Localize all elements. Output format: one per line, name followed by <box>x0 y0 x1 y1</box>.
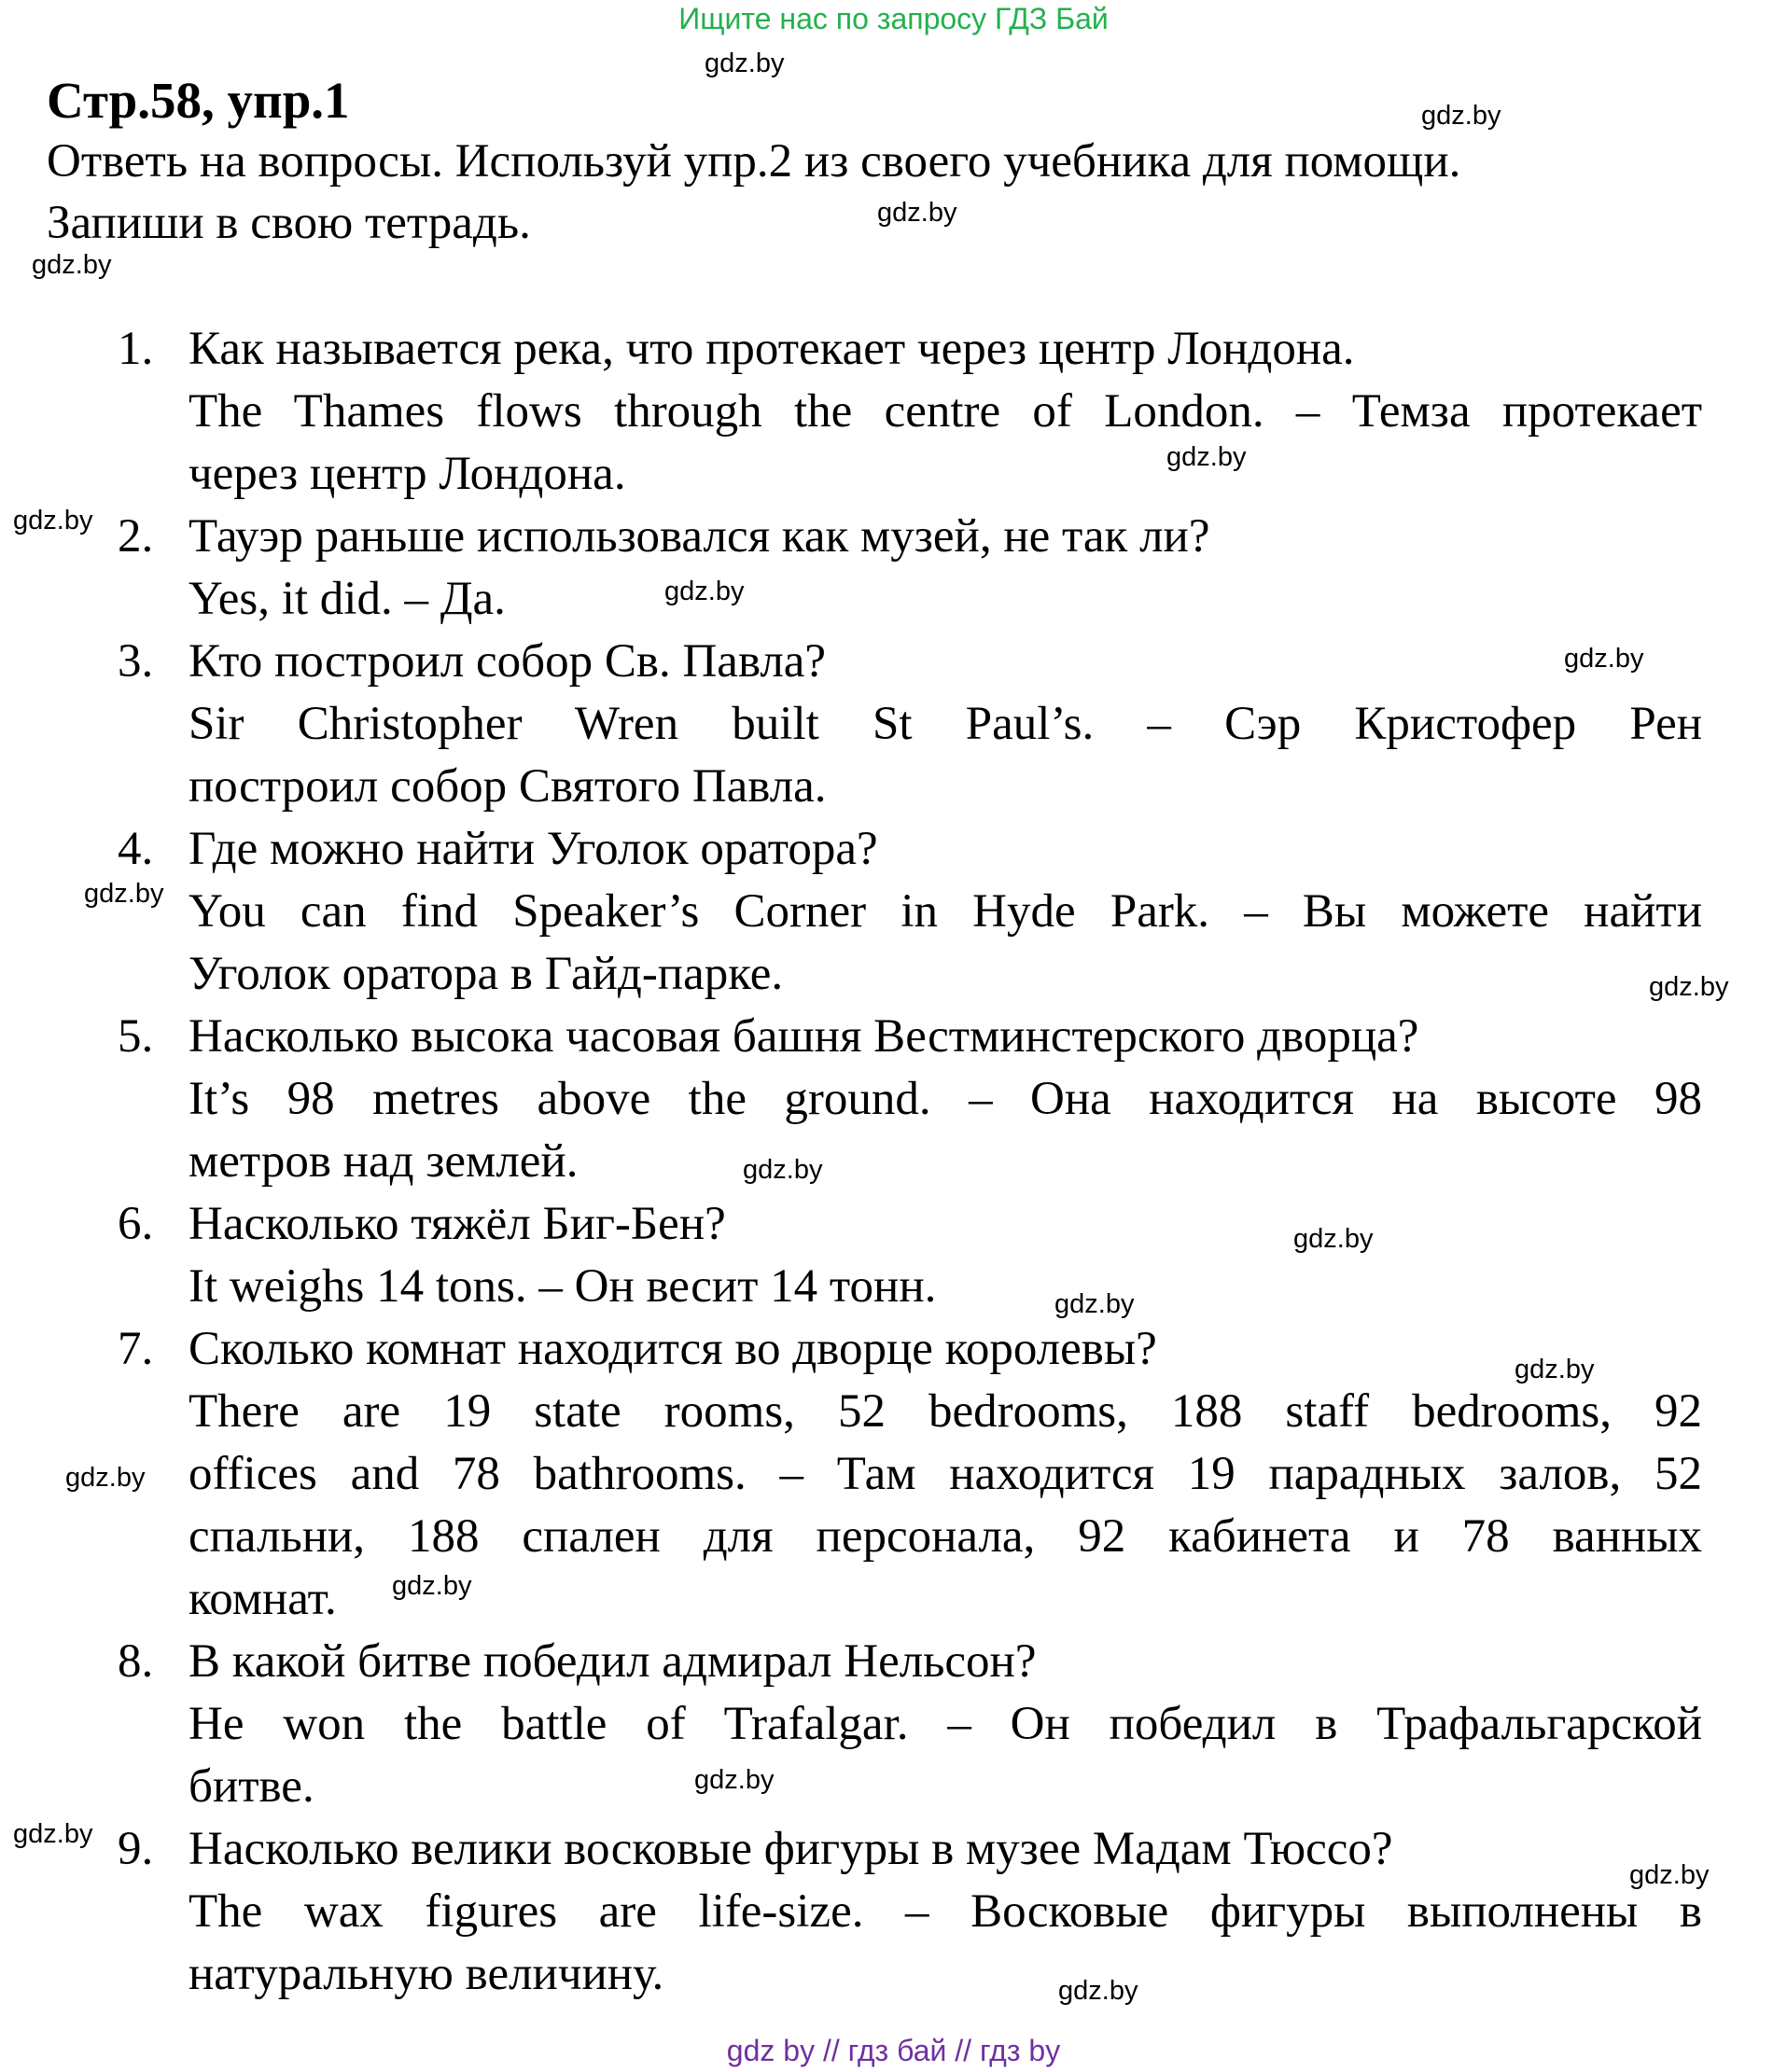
item-question: Сколько комнат находится во дворце королевы? <box>188 1323 1157 1375</box>
item-answer-line: битве. <box>188 1760 314 1813</box>
item-question: Тауэр раньше использовался как музей, не так ли? <box>188 510 1210 563</box>
item-answer-line: Sir Christopher Wren built St Paul’s. – Сэр Кристофер Рен <box>188 698 1702 750</box>
item-number: 8. <box>118 1635 154 1688</box>
watermark: gdz.by <box>1054 1289 1135 1319</box>
item-number: 1. <box>118 323 154 375</box>
instruction-line: Запиши в свою тетрадь. <box>47 197 531 249</box>
item-answer-line: He won the battle of Trafalgar. – Он победил в Трафальгарской <box>188 1698 1702 1750</box>
item-answer-line: offices and 78 bathrooms. – Там находится 19 парадных залов, 52 <box>188 1448 1702 1500</box>
item-number: 6. <box>118 1198 154 1250</box>
item-question: Как называется река, что протекает через центр Лондона. <box>188 323 1355 375</box>
watermark: gdz.by <box>705 49 785 78</box>
item-answer-line: You can find Speaker’s Corner in Hyde Park. – Вы можете найти <box>188 885 1702 938</box>
item-answer-line: комнат. <box>188 1573 337 1625</box>
item-answer-line: Уголок оратора в Гайд-парке. <box>188 948 784 1000</box>
item-answer-line: It’s 98 metres above the ground. – Она находится на высоте 98 <box>188 1073 1702 1125</box>
watermark: gdz.by <box>1421 101 1501 131</box>
item-question: Насколько велики восковые фигуры в музее Мадам Тюссо? <box>188 1823 1393 1875</box>
watermark: gdz.by <box>1293 1224 1374 1254</box>
watermark: gdz.by <box>13 1819 93 1849</box>
watermark: gdz.by <box>664 577 745 606</box>
watermark: gdz.by <box>392 1571 472 1601</box>
watermark: gdz.by <box>694 1765 775 1795</box>
watermark: gdz.by <box>1515 1355 1595 1384</box>
item-number: 5. <box>118 1010 154 1063</box>
item-question: Насколько высока часовая башня Вестминстерского дворца? <box>188 1010 1419 1063</box>
item-number: 9. <box>118 1823 154 1875</box>
watermark: gdz.by <box>65 1463 146 1493</box>
item-question: Где можно найти Уголок оратора? <box>188 823 878 875</box>
item-question: В какой битве победил адмирал Нельсон? <box>188 1635 1037 1688</box>
watermark: gdz.by <box>32 250 112 280</box>
watermark: gdz.by <box>743 1155 823 1185</box>
item-number: 3. <box>118 635 154 688</box>
item-number: 4. <box>118 823 154 875</box>
item-answer-line: построил собор Святого Павла. <box>188 760 827 813</box>
watermark: gdz.by <box>1058 1976 1138 2006</box>
item-question: Насколько тяжёл Биг-Бен? <box>188 1198 726 1250</box>
watermark: gdz.by <box>84 879 164 909</box>
watermark: gdz.by <box>1564 644 1644 674</box>
item-answer-line: натуральную величину. <box>188 1948 664 2000</box>
item-answer-line: The Thames flows through the centre of London. – Темза протекает <box>188 385 1702 438</box>
item-answer-line: метров над землей. <box>188 1135 579 1188</box>
watermark: gdz.by <box>13 506 93 535</box>
top-banner: Ищите нас по запросу ГДЗ Бай <box>678 2 1109 35</box>
item-answer-line: It weighs 14 tons. – Он весит 14 тонн. <box>188 1260 937 1313</box>
item-question: Кто построил собор Св. Павла? <box>188 635 827 688</box>
watermark: gdz.by <box>1166 442 1247 472</box>
item-answer-line: The wax figures are life-size. – Восковые фигуры выполнены в <box>188 1885 1702 1938</box>
page-title: Стр.58, упр.1 <box>47 72 350 129</box>
item-number: 2. <box>118 510 154 563</box>
watermark: gdz.by <box>1629 1860 1710 1890</box>
item-answer-line: спальни, 188 спален для персонала, 92 кабинета и 78 ванных <box>188 1510 1702 1563</box>
item-answer-line: через центр Лондона. <box>188 448 626 500</box>
watermark: gdz.by <box>877 198 957 228</box>
item-answer-line: Yes, it did. – Да. <box>188 573 506 625</box>
item-number: 7. <box>118 1323 154 1375</box>
footer-links: gdz by // гдз бай // гдз by <box>726 2034 1061 2067</box>
instruction-line: Ответь на вопросы. Используй упр.2 из своего учебника для помощи. <box>47 135 1461 188</box>
watermark: gdz.by <box>1649 972 1729 1002</box>
item-answer-line: There are 19 state rooms, 52 bedrooms, 188 staff bedrooms, 92 <box>188 1385 1702 1438</box>
